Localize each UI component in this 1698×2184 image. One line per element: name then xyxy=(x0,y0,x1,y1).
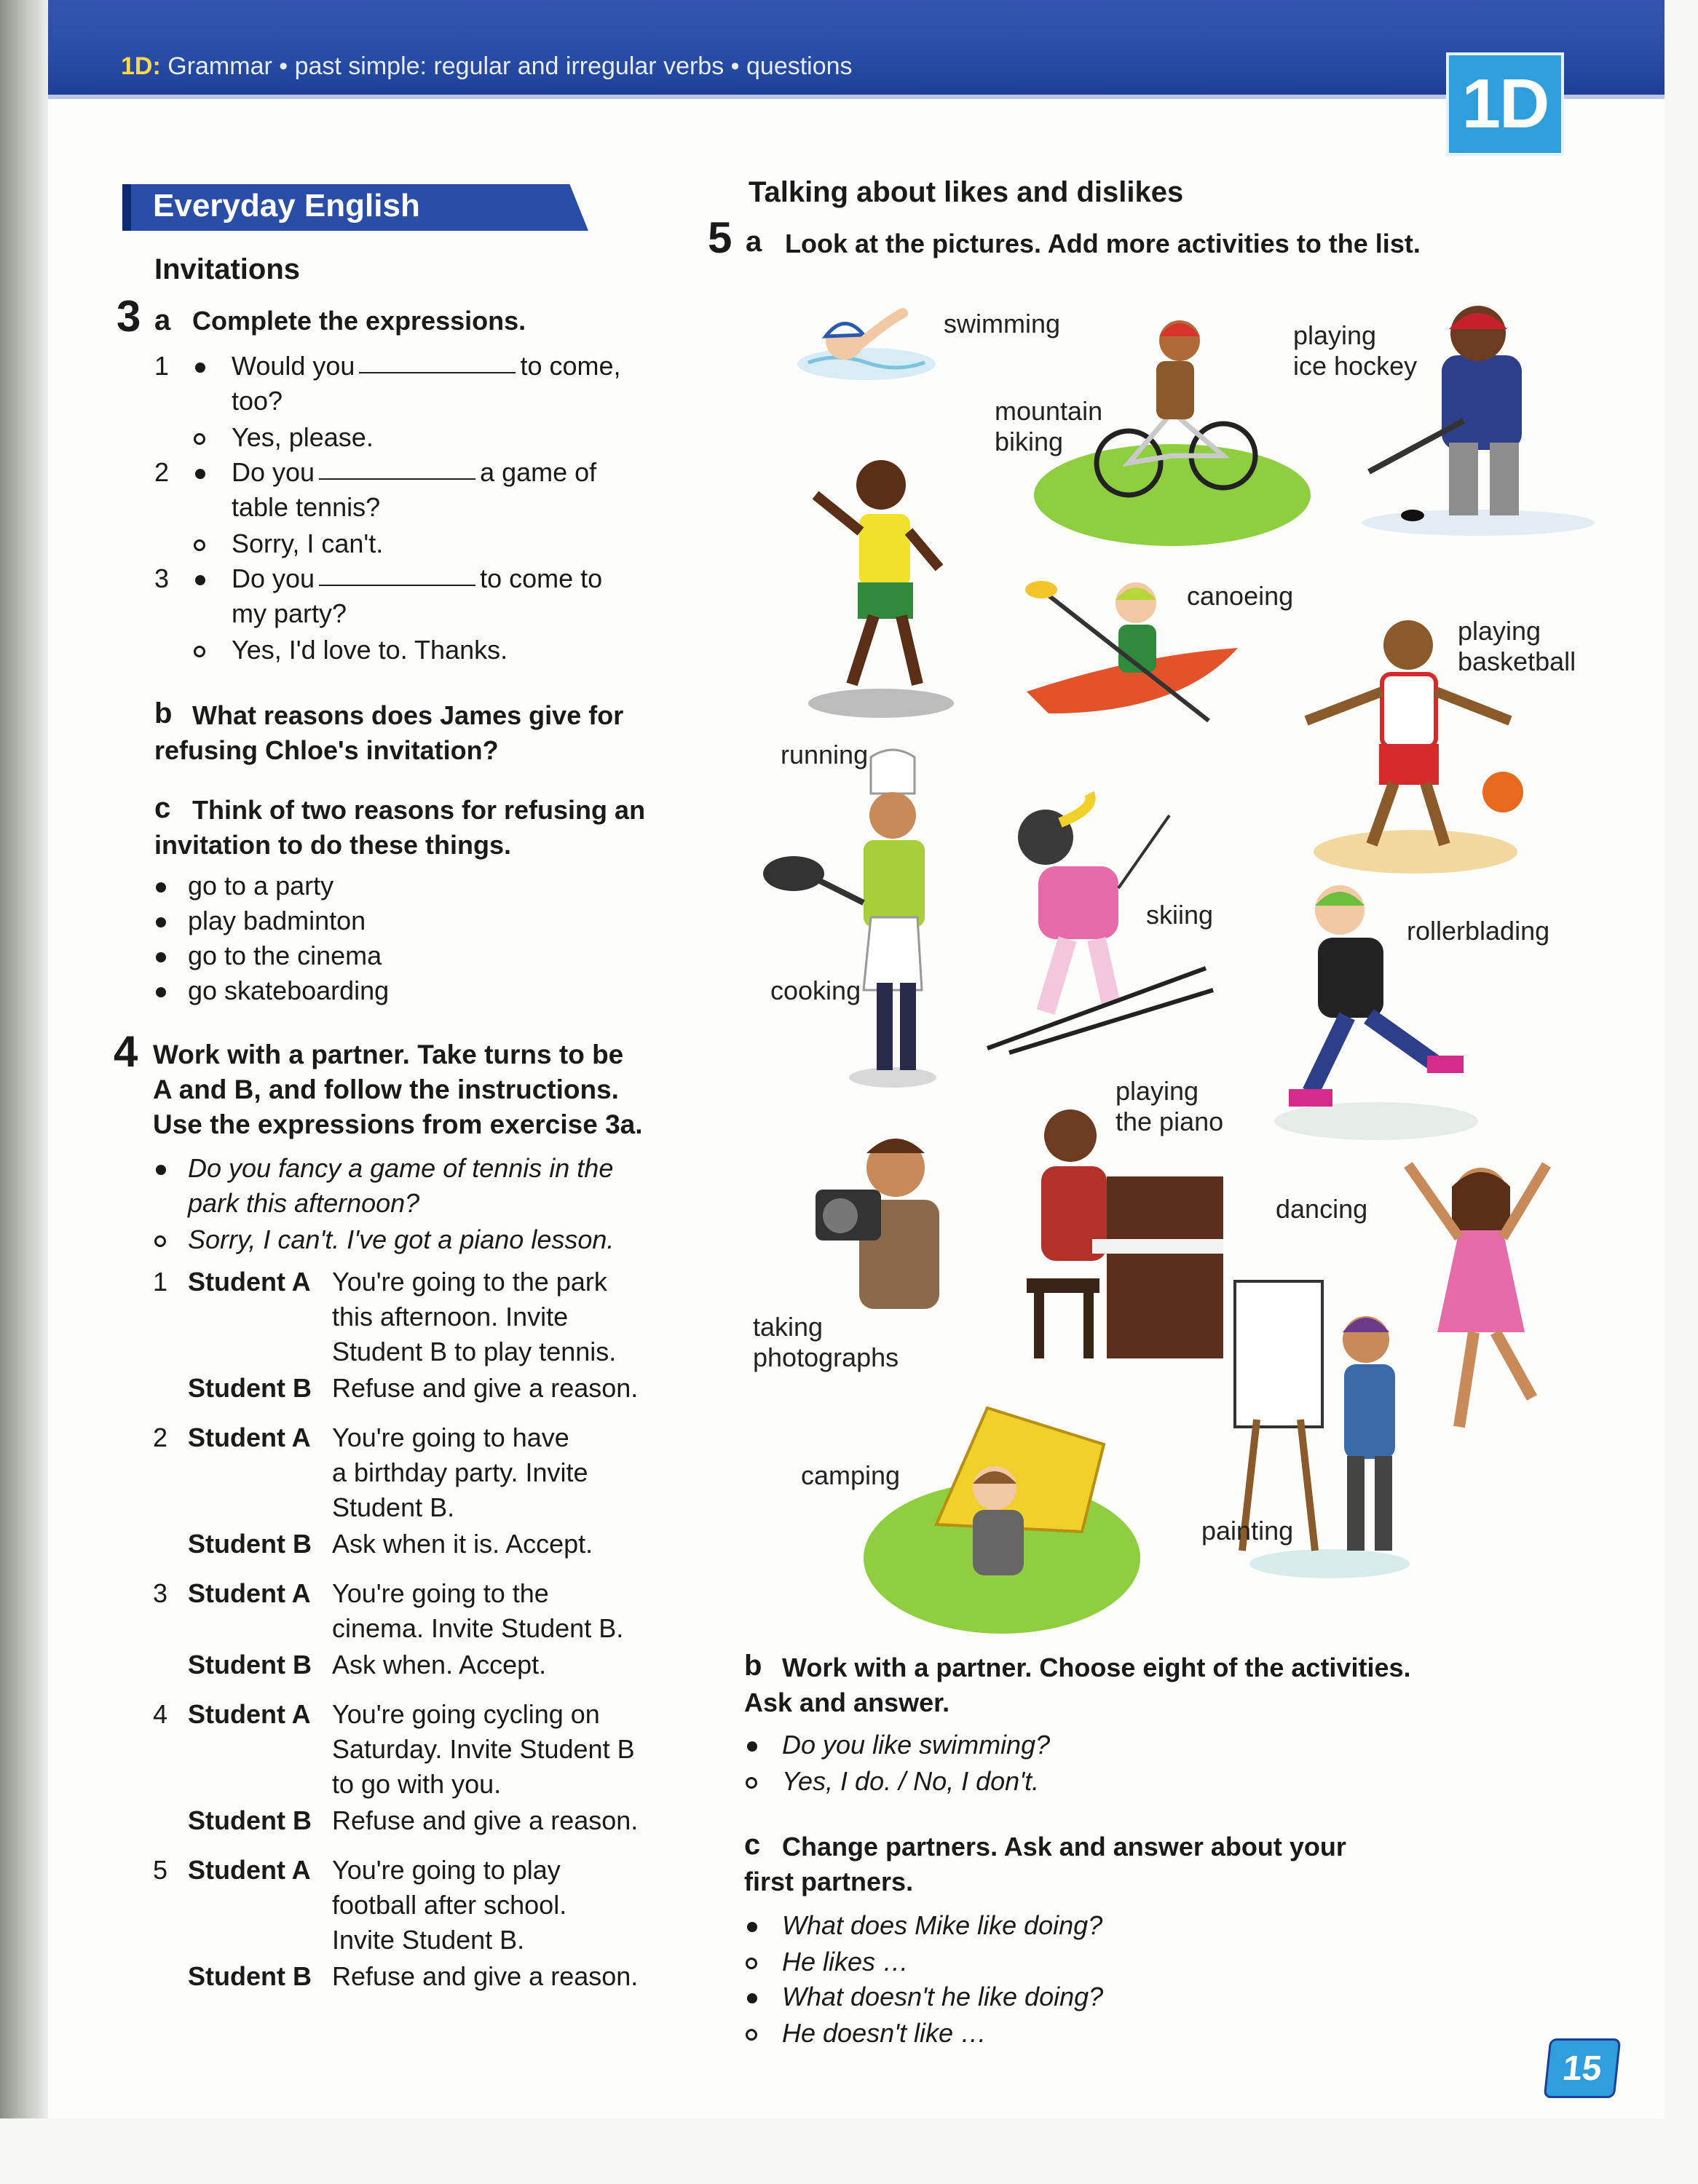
answer-blank[interactable] xyxy=(359,371,516,373)
role-a-text: You're going to the park xyxy=(332,1267,607,1297)
expression-question-cont: table tennis? xyxy=(232,492,381,522)
unit-badge: 1D xyxy=(1446,52,1564,156)
student-b-label: Student B xyxy=(188,1650,312,1679)
exercise-3b-line2: refusing Chloe's invitation? xyxy=(154,735,499,765)
list-item: go to a party xyxy=(188,871,334,901)
exercise-4-number: 4 xyxy=(114,1027,138,1076)
exercise-3a-instruction: Complete the expressions. xyxy=(192,306,526,336)
bullet-circle xyxy=(746,1958,757,1969)
exercise-5c-letter: c xyxy=(744,1829,761,1861)
exercise-4-line2: A and B, and follow the instructions. xyxy=(153,1075,619,1104)
chef-illustration xyxy=(762,750,973,1099)
example-question-line1: Do you fancy a game of tennis in the xyxy=(188,1153,614,1183)
bullet-circle xyxy=(194,539,205,551)
role-a-text: Student B. xyxy=(332,1492,455,1522)
exercise-5c-line2: first partners. xyxy=(744,1867,914,1896)
bullet-dot xyxy=(747,1922,757,1932)
label-basketball: playing basketball xyxy=(1458,616,1576,676)
expression-reply: Yes, please. xyxy=(232,422,374,452)
role-a-text: You're going to have xyxy=(332,1423,569,1452)
item-number: 3 xyxy=(154,563,170,593)
exercise-3c-line1: Think of two reasons for refusing an xyxy=(192,795,646,825)
item-number: 2 xyxy=(154,457,170,487)
role-a-text: Saturday. Invite Student B xyxy=(332,1734,635,1764)
subtitle-invitations: Invitations xyxy=(154,253,301,285)
lesson-breadcrumb xyxy=(121,52,853,81)
bullet-dot xyxy=(156,917,166,927)
runner-illustration xyxy=(794,444,961,721)
role-number: 3 xyxy=(153,1578,168,1608)
exercise-4-line3: Use the expressions from exercise 3a. xyxy=(153,1109,643,1139)
label-rollerblading: rollerblading xyxy=(1407,916,1550,946)
label-ice-hockey: playing ice hockey xyxy=(1293,320,1418,381)
exercise-5b-letter: b xyxy=(744,1650,762,1682)
expression-question-cont: too? xyxy=(232,386,283,416)
role-a-text: football after school. xyxy=(332,1890,567,1920)
answer-blank[interactable] xyxy=(319,584,475,586)
student-b-label: Student B xyxy=(188,1805,312,1835)
student-b-label: Student B xyxy=(188,1529,312,1559)
label-camping: camping xyxy=(801,1460,901,1490)
role-number: 1 xyxy=(153,1267,168,1297)
exercise-4-line1: Work with a partner. Take turns to be xyxy=(153,1040,624,1069)
bullet-circle xyxy=(746,2029,757,2041)
exercise-5b-line1: Work with a partner. Choose eight of the activities. xyxy=(782,1653,1411,1682)
bullet-circle xyxy=(154,1235,166,1247)
student-b-label: Student B xyxy=(188,1373,312,1403)
label-mountain-biking: mountain biking xyxy=(995,396,1103,456)
example-answer: Yes, I do. / No, I don't. xyxy=(782,1766,1040,1796)
bullet-dot xyxy=(156,952,166,962)
bullet-circle xyxy=(746,1777,757,1789)
example-question: Do you like swimming? xyxy=(782,1730,1051,1760)
banner-edge xyxy=(122,184,131,231)
role-b-text: Refuse and give a reason. xyxy=(332,1373,639,1403)
bullet-circle xyxy=(194,646,205,657)
role-a-text: cinema. Invite Student B. xyxy=(332,1613,624,1643)
bullet-dot xyxy=(195,575,205,585)
example-question-line2: park this afternoon? xyxy=(188,1188,420,1218)
exercise-3c-letter: c xyxy=(154,792,171,824)
exercise-3-number: 3 xyxy=(117,292,141,341)
label-canoeing: canoeing xyxy=(1187,581,1294,611)
example-answer: He doesn't like … xyxy=(782,2018,987,2048)
example-question: What doesn't he like doing? xyxy=(782,1982,1104,2011)
role-a-text: to go with you. xyxy=(332,1769,502,1799)
student-a-label: Student A xyxy=(188,1578,311,1608)
exercise-5-number: 5 xyxy=(708,213,732,262)
example-question: What does Mike like doing? xyxy=(782,1910,1103,1940)
section-title: Everyday English xyxy=(153,188,420,223)
role-number: 4 xyxy=(153,1699,168,1729)
label-painting: painting xyxy=(1201,1516,1294,1546)
pianist-illustration xyxy=(998,1096,1238,1373)
rollerblader-illustration xyxy=(1252,874,1485,1143)
role-a-text: a birthday party. Invite xyxy=(332,1457,588,1487)
exercise-5c-line1: Change partners. Ask and answer about your xyxy=(782,1832,1346,1861)
book-spine-shadow xyxy=(0,0,48,2118)
role-a-text: You're going to the xyxy=(332,1578,549,1608)
swimmer-illustration xyxy=(794,291,939,393)
label-swimming: swimming xyxy=(944,309,1061,339)
label-dancing: dancing xyxy=(1276,1194,1368,1224)
item-number: 1 xyxy=(154,351,170,381)
exercise-3b-letter: b xyxy=(154,697,173,729)
expression-reply: Yes, I'd love to. Thanks. xyxy=(232,635,508,665)
bullet-dot xyxy=(747,1993,757,2003)
role-a-text: You're going to play xyxy=(332,1855,561,1885)
student-a-label: Student A xyxy=(188,1423,311,1452)
bullet-dot xyxy=(747,1741,757,1752)
answer-blank[interactable] xyxy=(319,478,475,480)
label-running: running xyxy=(781,740,869,769)
bullet-dot xyxy=(195,469,205,479)
student-b-label: Student B xyxy=(188,1961,312,1991)
exercise-3a-letter: a xyxy=(154,304,171,336)
exercise-5b-line2: Ask and answer. xyxy=(744,1688,950,1717)
bullet-dot xyxy=(156,987,166,997)
exercise-5a-instruction: Look at the pictures. Add more activities to the list. xyxy=(785,229,1421,258)
label-taking-photographs: taking photographs xyxy=(753,1312,899,1372)
camper-illustration xyxy=(864,1401,1140,1634)
student-a-label: Student A xyxy=(188,1699,311,1729)
bullet-dot xyxy=(156,882,166,893)
list-item: go skateboarding xyxy=(188,976,390,1005)
student-a-label: Student A xyxy=(188,1855,311,1885)
list-item: go to the cinema xyxy=(188,941,382,970)
lesson-topics: Grammar • past simple: regular and irregular verbs • questions xyxy=(167,52,853,80)
role-b-text: Ask when. Accept. xyxy=(332,1650,547,1679)
exercise-3c-line2: invitation to do these things. xyxy=(154,830,511,860)
lesson-code: 1D: xyxy=(121,52,161,80)
label-cooking: cooking xyxy=(770,976,861,1005)
label-piano: playing the piano xyxy=(1115,1076,1224,1136)
expression-reply: Sorry, I can't. xyxy=(232,529,384,558)
bullet-dot xyxy=(156,1165,166,1175)
photographer-illustration xyxy=(808,1124,954,1342)
expression-question: Do you a game of xyxy=(232,457,597,487)
expression-question: Do you to come to xyxy=(232,563,603,593)
role-a-text: Invite Student B. xyxy=(332,1925,525,1955)
role-a-text: this afternoon. Invite xyxy=(332,1302,569,1332)
exercise-3b-line1: What reasons does James give for xyxy=(192,700,624,730)
student-a-label: Student A xyxy=(188,1267,311,1297)
page-number: 15 xyxy=(1544,2038,1622,2098)
role-number: 5 xyxy=(153,1855,168,1885)
header-rule xyxy=(48,95,1665,99)
role-number: 2 xyxy=(153,1423,168,1452)
role-a-text: You're going cycling on xyxy=(332,1699,600,1729)
exercise-5a-letter: a xyxy=(746,226,762,258)
bullet-circle xyxy=(194,433,205,445)
example-answer: Sorry, I can't. I've got a piano lesson. xyxy=(188,1224,615,1254)
label-skiing: skiing xyxy=(1146,900,1214,930)
likes-dislikes-heading: Talking about likes and dislikes xyxy=(749,176,1184,208)
expression-question-cont: my party? xyxy=(232,598,347,628)
example-answer: He likes … xyxy=(782,1947,909,1977)
role-b-text: Refuse and give a reason. xyxy=(332,1961,639,1991)
bullet-dot xyxy=(195,363,205,373)
role-a-text: Student B to play tennis. xyxy=(332,1337,617,1366)
list-item: play badminton xyxy=(188,906,366,935)
role-b-text: Ask when it is. Accept. xyxy=(332,1529,593,1559)
role-b-text: Refuse and give a reason. xyxy=(332,1805,639,1835)
expression-question: Would you to come, xyxy=(232,351,621,381)
